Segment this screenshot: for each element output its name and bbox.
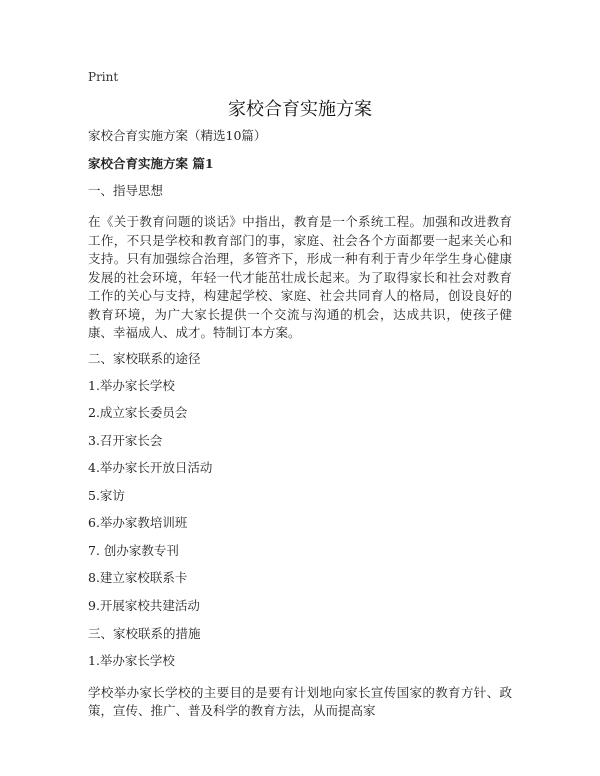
list-item: 1.举办家长学校 [88,377,175,393]
heading-guiding-principle: 一、指导思想 [88,183,164,198]
list-item: 6.举办家教培训班 [88,515,188,530]
section-title: 家校合育实施方案 篇1 [88,156,214,171]
document-content [88,130,512,731]
list-item: 9.开展家校共建活动 [88,597,200,613]
heading-contact-measures: 三、家校联系的措施 [88,626,201,641]
document-title: 家校合育实施方案 [228,99,372,120]
document-subtitle: 家校合育实施方案（精选10篇） [88,128,267,143]
list-item: 4.举办家长开放日活动 [88,460,213,475]
paragraph-parent-school: 学校举办家长学校的主要目的是要有计划地向家长宣传国家的教育方针、政策，宣传、推广、普及科学的教育方法，从而提高家 [88,684,512,718]
subheading-parent-school: 1.举办家长学校 [88,653,175,668]
list-item: 7. 创办家教专刊 [88,542,179,558]
list-item: 5.家访 [88,487,125,503]
heading-contact-methods: 二、家校联系的途径 [88,350,201,366]
list-item: 3.召开家长会 [88,432,163,448]
list-item: 2.成立家长委员会 [88,405,188,420]
paragraph-guiding-principle: 在《关于教育问题的谈话》中指出，教育是一个系统工程。加强和改进教育工作，不只是学校和教育部门的事，家庭、社会各个方面都要一起来关心和支持。只有加强综合治理，多管齐下，形成一种有利于青少年学生身心健康发展的社会环境，年轻一代才能茁壮成长起来。为了取得家长和社会对教育工作的关心与支持，构建起学校、家庭、社会共同育人的格局，创设良好的教育环境，为广大家长提供一个交流与沟通的机会，达成共识，使孩子健康、幸福成人、成才。特制订本方案。 [88,214,512,340]
list-item: 8.建立家校联系卡 [88,570,188,585]
print-label: Print [88,70,119,84]
